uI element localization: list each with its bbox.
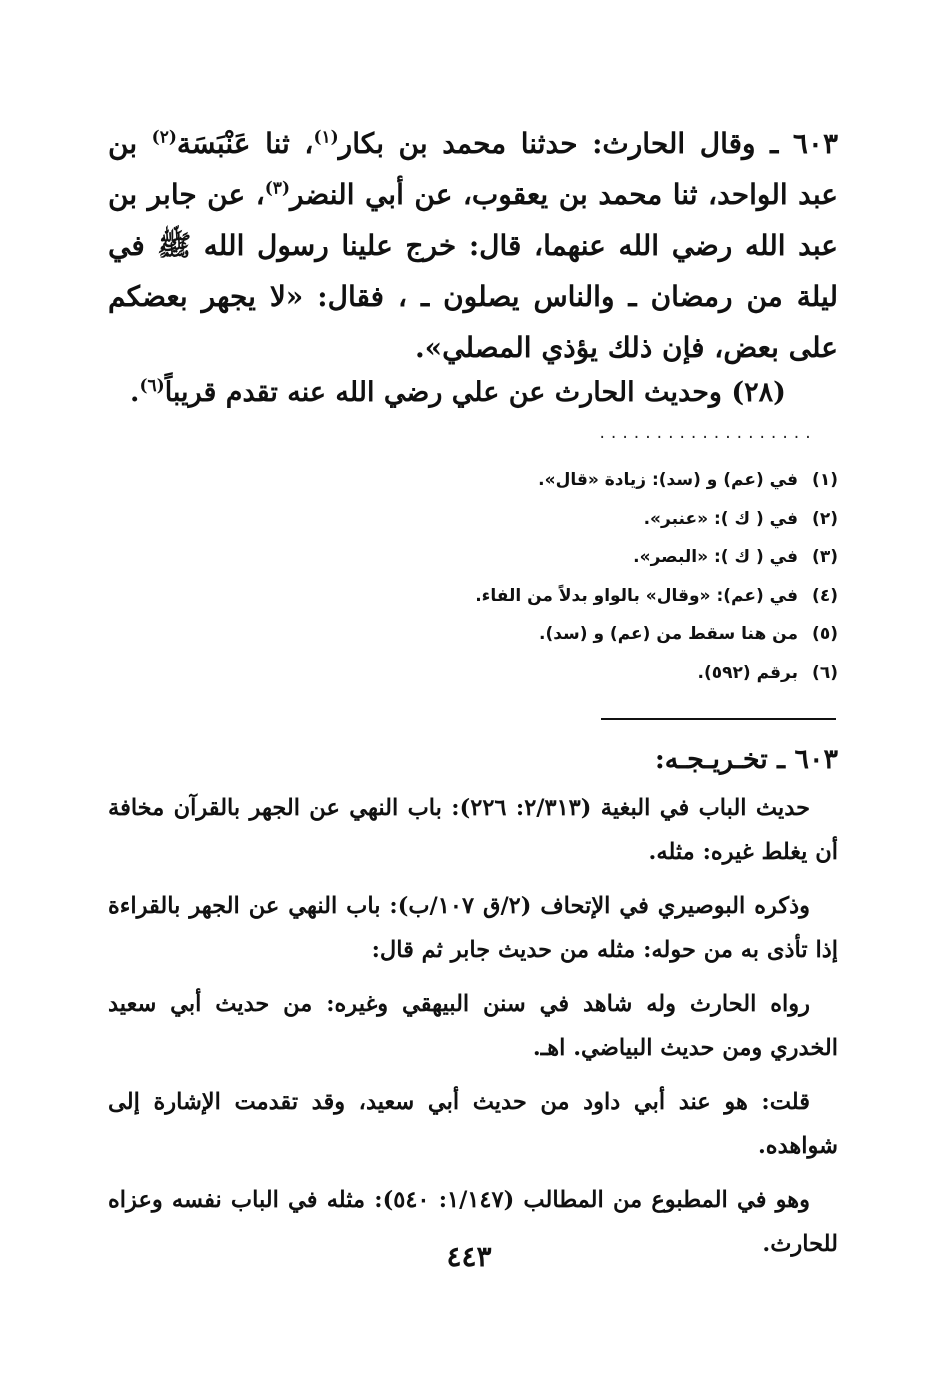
footnotes-list [108,470,838,701]
footnote-number: (١) [812,470,838,490]
takhrij-paragraph: وهو في المطبوع من المطالب (١/١٤٧: ٥٤٠): مثله في الباب نفسه وعزاه للحارث. [108,1187,838,1257]
takhrij-paragraph: وذكره البوصيري في الإتحاف (٢/ق ١٠٧/ب): باب النهي عن الجهر بالقراءة إذا تأذى به من حوله: مثله من حديث جابر ثم قال: [108,893,838,963]
footnote-ref[interactable]: (٢) [151,127,177,148]
footnote-number: (٣) [812,547,838,567]
footnote-item [108,663,838,702]
takhrij-paragraph: قلت: هو عند أبي داود من حديث أبي سعيد، وقد تقدمت الإشارة إلى شواهده. [108,1089,838,1159]
takhrij-body [108,786,838,1276]
footnote-item [108,624,838,663]
page-number: ٤٤٣ [446,1240,492,1273]
takhrij-paragraph: حديث الباب في البغية (٢/٣١٣: ٢٢٦): باب النهي عن الجهر بالقرآن مخافة أن يغلط غيره: مثله. [108,795,838,865]
footnote-text: في (عم): «وقال» بالواو بدلاً من الفاء. [475,585,798,606]
takhrij-paragraph: رواه الحارث وله شاهد في سنن البيهقي وغيره: من حديث أبي سعيد الخدري ومن حديث البياضي. اهـ. [108,991,838,1061]
footnote-number: (٦) [812,662,838,683]
footnote-item [108,547,838,586]
footnote-number: (٢) [812,508,838,529]
hadith-segment: بن عبد الواحد، ثنا محمد بن يعقوب، عن أبي النضر [108,127,838,211]
footnote-text: في (عم) و (سد): زيادة «قال». [538,470,798,490]
footnote-ref[interactable]: (٦) [139,376,165,396]
footnote-ref[interactable]: (٣) [264,178,290,199]
hadith-segment: وقال الحارث: حدثنا محمد بن بكار [338,127,756,160]
cross-reference-entry [108,373,808,413]
footnote-number: (٥) [812,624,838,644]
footnote-text: في ( ك ): «البصر». [633,547,798,567]
section-divider [601,718,836,720]
footnote-item [108,470,838,509]
hadith-segment: ، عن جابر بن عبد الله رضي الله عنهما، قال: خرج علينا رسول الله ﷺ في ليلة من رمضان ـ والناس يصلون ـ ، فقال: «لا يجهر بعضكم على بعض، فإن ذلك يؤذي المصلي». [108,178,838,364]
dash: ـ [755,127,793,160]
footnote-number: (٤) [812,585,838,606]
footnote-text: في ( ك ): «عنبر». [643,508,798,529]
hadith-text [108,118,838,373]
footnote-text: برقم (٥٩٢). [697,662,798,683]
hadith-segment: ، ثنا عَنْبَسَة [176,127,314,160]
takhrij-heading: ٦٠٣ ـ تخـريـجـه: [654,744,838,775]
footnote-ref[interactable]: (١) [313,127,339,148]
footnote-separator: ................... [598,426,816,442]
entry-end: . [130,377,140,408]
footnote-item [108,509,838,548]
entry-text: (٢٨) وحديث الحارث عن علي رضي الله عنه تقدم قريباً [164,377,786,408]
footnote-item [108,586,838,625]
hadith-number: ٦٠٣ [792,127,838,160]
footnote-text: من هنا سقط من (عم) و (سد). [538,624,798,644]
